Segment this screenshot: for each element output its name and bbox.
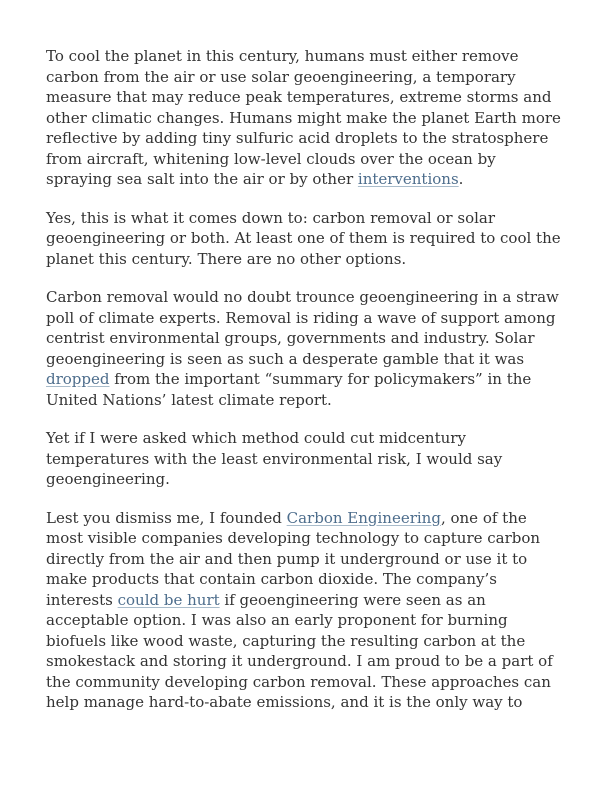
text-run: from the important “summary for policymakers” in the United Nations’ latest climate report.: [46, 370, 532, 409]
paragraph-5: [46, 508, 562, 713]
text-run: Yes, this is what it comes down to: carbon removal or solar geoengineering or both. At least one of them is required to cool the planet this century. There are no other options.: [46, 208, 561, 268]
paragraph-2: [46, 208, 562, 270]
text-run: .: [458, 170, 464, 188]
link-could-be-hurt[interactable]: could be hurt: [117, 590, 220, 609]
link-carbon-engineering[interactable]: Carbon Engineering: [286, 508, 441, 527]
link-dropped[interactable]: dropped: [46, 370, 110, 388]
link-interventions[interactable]: interventions: [357, 170, 459, 188]
paragraph-3: [46, 287, 562, 410]
paragraph-4: [46, 428, 562, 490]
text-run: , one of the most visible companies developing technology to capture carbon directly from the air and then pump it underground or use it to make products that contain carbon dioxide. The company’s interests: [46, 508, 541, 609]
text-run: To cool the planet in this century, humans must either remove carbon from the air or use solar geoengineering, a temporary measure that may reduce peak temperatures, extreme storms and other climatic changes. Humans might make the planet Earth more reflective by adding tiny sulfuric acid droplets to the stratosphere from aircraft, whitening low-level clouds over the ocean by spraying sea salt into the air or by other: [46, 47, 561, 188]
text-run: if geoengineering were seen as an acceptable option. I was also an early proponent for burning biofuels like wood waste, capturing the resulting carbon at the smokestack and storing it underground. I am proud to be a part of the community developing carbon removal. These approaches can help manage hard-to-abate emissions, and it is the only way to: [46, 590, 553, 711]
text-run: Lest you dismiss me, I founded: [46, 508, 287, 527]
article-body: [46, 46, 562, 731]
paragraph-1: [46, 46, 562, 190]
text-run: Carbon removal would no doubt trounce geoengineering in a straw poll of climate experts. Removal is riding a wave of support among centrist environmental groups, governments and industry. Solar geoengineering is seen as such a desperate gamble that it was: [46, 288, 559, 368]
text-run: Yet if I were asked which method could cut midcentury temperatures with the least environmental risk, I would say geoengineering.: [46, 429, 503, 488]
